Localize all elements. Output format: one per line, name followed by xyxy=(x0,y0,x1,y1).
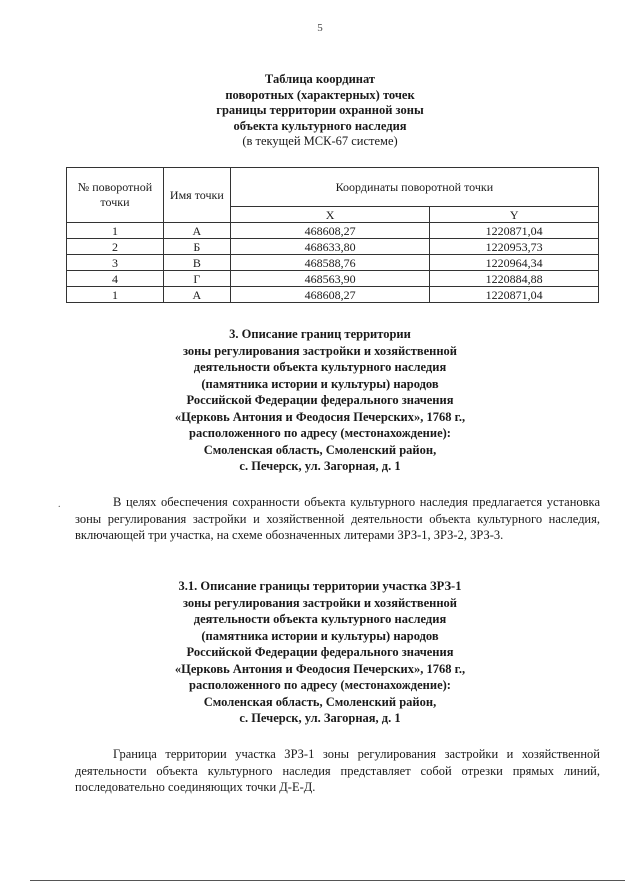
section-heading-line: деятельности объекта культурного наследия xyxy=(193,612,447,626)
cell-point-name: А xyxy=(163,287,230,303)
section-heading-line: «Церковь Антония и Феодосия Печерских», 1768 г., xyxy=(174,661,466,676)
section-heading-line: 3.1. Описание границы территории участка ЗРЗ-1 xyxy=(178,579,462,593)
section-heading-line: Российской Федерации федерального значения xyxy=(186,645,454,659)
cell-x: 468633,80 xyxy=(230,239,430,255)
cell-point-name: Г xyxy=(163,271,230,287)
header-x: X xyxy=(230,207,430,223)
cell-x: 468563,90 xyxy=(230,271,430,287)
table-title-line: объекта культурного наследия xyxy=(233,118,407,133)
section-heading-line: (памятника истории и культуры) народов xyxy=(201,376,439,391)
section-heading-line: зоны регулирования застройки и хозяйственной xyxy=(182,595,458,610)
section-heading-line: с. Печерск, ул. Загорная, д. 1 xyxy=(239,459,401,473)
cell-point-number: 3 xyxy=(67,255,164,271)
cell-point-number: 4 xyxy=(67,271,164,287)
paragraph-zones xyxy=(75,494,600,544)
section-heading-line: расположенного по адресу (местонахождение): xyxy=(189,426,451,440)
cell-x: 468588,76 xyxy=(230,255,430,271)
cell-point-name: В xyxy=(163,255,230,271)
table-title-line: Таблица координат xyxy=(264,72,376,86)
table-row xyxy=(67,239,599,255)
header-coordinates: Координаты поворотной точки xyxy=(230,168,598,207)
section-heading-line: деятельности объекта культурного наследия xyxy=(193,360,447,374)
table-row xyxy=(67,223,599,239)
table-title-line: границы территории охранной зоны xyxy=(216,103,424,117)
cell-x: 468608,27 xyxy=(230,287,430,303)
cell-point-number: 1 xyxy=(67,287,164,303)
section-heading-line: зоны регулирования застройки и хозяйственной xyxy=(182,343,458,358)
table-row xyxy=(67,255,599,271)
section-3-1-heading xyxy=(0,578,640,727)
cell-point-number: 1 xyxy=(67,223,164,239)
cell-point-number: 2 xyxy=(67,239,164,255)
section-heading-line: расположенного по адресу (местонахождение): xyxy=(189,678,451,692)
table-row xyxy=(67,287,599,303)
header-point-name: Имя точки xyxy=(163,168,230,223)
header-point-number: № поворотной точки xyxy=(67,168,164,223)
paragraph-boundary xyxy=(75,746,600,796)
table-subtitle: (в текущей МСК-67 системе) xyxy=(242,134,398,148)
section-heading-line: Российской Федерации федерального значения xyxy=(186,393,454,407)
paragraph-text: Граница территории участка ЗРЗ-1 зоны регулирования застройки и хозяйственной деятельности объекта культурного наследия представляет собой отрезки прямых линий, последовательно соединяющих точки Д-Е-Д. xyxy=(75,747,600,794)
section-heading-line: 3. Описание границ территории xyxy=(229,327,411,341)
table-title xyxy=(0,72,640,150)
section-heading-line: Смоленская область, Смоленский район, xyxy=(203,442,437,457)
section-heading-line: Смоленская область, Смоленский район, xyxy=(203,694,437,709)
table-title-line: поворотных (характерных) точек xyxy=(225,87,415,102)
cell-y: 1220953,73 xyxy=(430,239,599,255)
section-heading-line: «Церковь Антония и Феодосия Печерских», 1768 г., xyxy=(174,409,466,424)
paragraph-text: В целях обеспечения сохранности объекта культурного наследия предлагается установка зоны регулирования застройки и хозяйственной деятельности объекта культурного наследия, включающей три участка, на схеме обозначенных литерами ЗРЗ-1, ЗРЗ-2, ЗРЗ-3. xyxy=(75,495,600,542)
cell-y: 1220964,34 xyxy=(430,255,599,271)
cell-y: 1220871,04 xyxy=(430,223,599,239)
section-heading-line: (памятника истории и культуры) народов xyxy=(201,628,439,643)
table-row xyxy=(67,271,599,287)
coordinates-table xyxy=(66,167,599,303)
section-heading-line: с. Печерск, ул. Загорная, д. 1 xyxy=(239,711,401,725)
cell-point-name: Б xyxy=(163,239,230,255)
cell-y: 1220871,04 xyxy=(430,287,599,303)
cell-point-name: А xyxy=(163,223,230,239)
page-number: 5 xyxy=(317,22,323,34)
margin-mark: . xyxy=(58,499,61,510)
section-3-heading xyxy=(0,326,640,475)
header-y: Y xyxy=(430,207,599,223)
cell-y: 1220884,88 xyxy=(430,271,599,287)
footer-rule xyxy=(30,880,625,881)
cell-x: 468608,27 xyxy=(230,223,430,239)
